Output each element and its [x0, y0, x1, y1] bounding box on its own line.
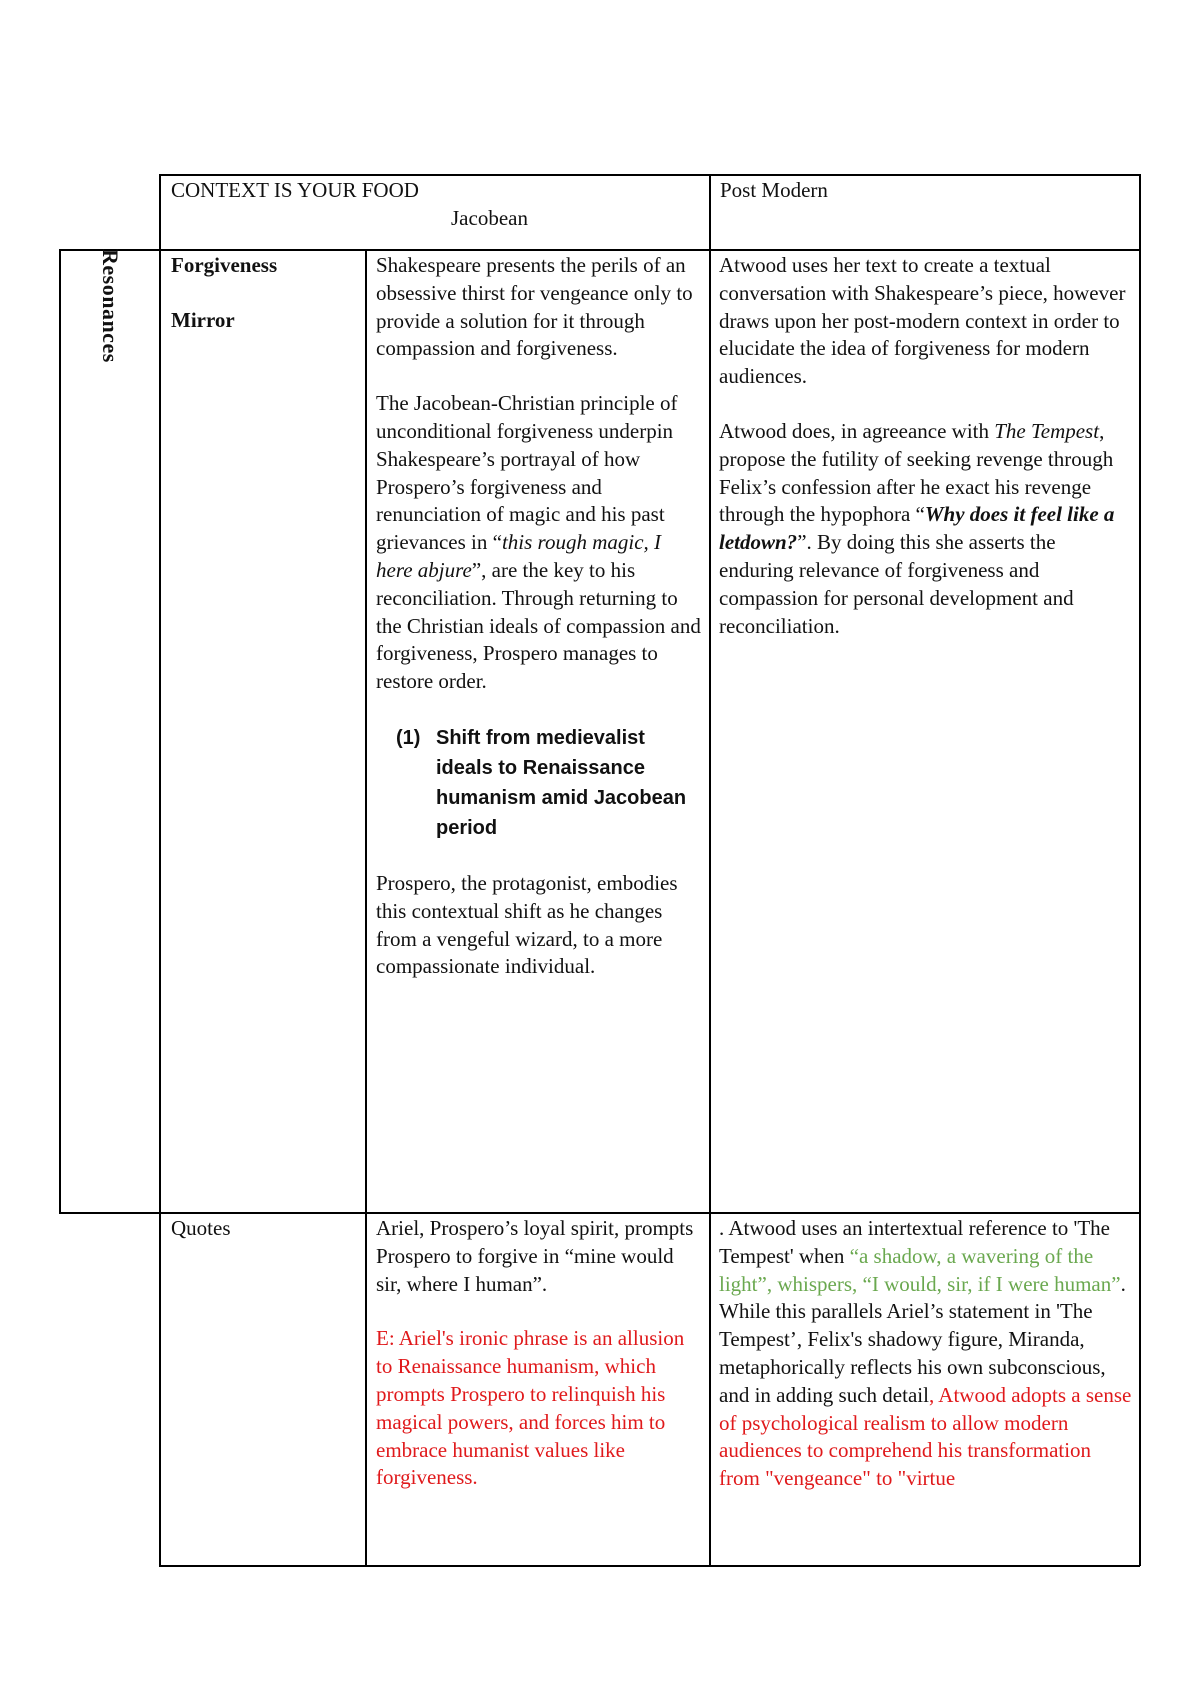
list-item-text: Shift from medievalist ideals to Renaissance humanism amid Jacobean period — [436, 726, 687, 839]
jacobean-explanation: E: Ariel's ironic phrase is an allusion to Renaissance humanism, which prompts Prospero to relinquish his magical powers, and forces him to embrace humanist values like forgiveness. — [376, 1326, 685, 1490]
header-jacobean: Jacobean — [451, 205, 528, 230]
jacobean-paragraph-2: The Jacobean-Christian principle of unconditional forgiveness underpin Shakespeare’s portrayal of how Prospero’s forgiveness and renunciation of magic and his past grievances in “this rough magic, I here abjure”, are the key to his reconciliation. Through returning to the Christian ideals of compassion and forgiveness, Prospero manages to restore order. — [376, 391, 701, 694]
jacobean-quote-abjure: this rough magic, I here abjure — [376, 530, 662, 582]
theme-mirror: Mirror — [171, 307, 235, 332]
jacobean-paragraph-1: Shakespeare presents the perils of an obsessive thirst for vengeance only to provide a solution for it through compassion and forgiveness. — [376, 253, 693, 361]
header-postmodern-cell — [720, 177, 1130, 205]
quote-shadow: “a shadow, a wavering of the light” — [719, 1243, 1094, 1296]
header-postmodern: Post Modern — [720, 178, 828, 202]
table-border-row1-bottom — [59, 1212, 1140, 1214]
quotes-label: Quotes — [171, 1216, 231, 1240]
postmodern-quote-paragraph: . Atwood uses an intertextual reference to 'The Tempest' when “a shadow, a wavering of the light”, whispers, “I would, sir, if I were human”. While this parallels Ariel’s statement in 'The Tempest’, Felix's shadowy figure, Miranda, metaphorically reflects his own subconscious, and in adding such detail, Atwood adopts a sense of psychological realism to allow modern audiences to comprehend his transformation from "vengeance" to "virtue — [719, 1216, 1132, 1491]
table-border-top — [159, 174, 1140, 176]
postmodern-explanation: , Atwood adopts a sense of psychological realism to allow modern audiences to comprehend his transformation from "vengeance" to "virtue — [719, 1382, 1132, 1491]
table-border-col2 — [365, 249, 367, 1566]
postmodern-paragraph-2: Atwood does, in agreeance with The Tempest, propose the futility of seeking revenge through Felix’s confession after he exact his revenge through the hypophora “Why does it feel like a letdown?”. By doing this she asserts the enduring relevance of forgiveness and compassion for personal development and reconciliation. — [719, 418, 1115, 638]
postmodern-quote-letdown: Why does it feel like a letdown? — [719, 502, 1115, 555]
list-number: (1) — [396, 726, 421, 749]
theme-forgiveness: Forgiveness — [171, 253, 278, 277]
table-border-col3 — [709, 174, 711, 1566]
numbered-list-item — [396, 723, 702, 843]
header-context-cell — [171, 177, 701, 233]
header-context-title: CONTEXT IS YOUR FOOD — [171, 178, 419, 202]
side-label-resonances: Resonances — [98, 249, 123, 363]
side-label-cell — [60, 249, 160, 1199]
postmodern-title-tempest: The Tempest — [994, 418, 1100, 443]
table-border-bottom — [159, 1565, 1140, 1567]
postmodern-quotes-cell — [719, 1215, 1135, 1493]
jacobean-paragraph-3: Prospero, the protagonist, embodies this contextual shift as he changes from a vengeful wizard, to a more compassionate individual. — [376, 870, 678, 979]
themes-cell — [171, 252, 356, 335]
jacobean-quotes-cell — [376, 1215, 702, 1492]
table-border-header-bottom — [59, 249, 1140, 251]
jacobean-quote-paragraph: Ariel, Prospero’s loyal spirit, prompts Prospero to forgive in “mine would sir, where I human”. — [376, 1216, 694, 1296]
quote-human: “I would, sir, if I were human” — [862, 1271, 1121, 1296]
postmodern-paragraph-1: Atwood uses her text to create a textual conversation with Shakespeare’s piece, however draws upon her post-modern context in order to elucidate the idea of forgiveness for modern audiences. — [719, 253, 1126, 389]
jacobean-analysis-cell — [376, 252, 702, 981]
postmodern-analysis-cell — [719, 252, 1133, 640]
quotes-label-cell — [171, 1215, 356, 1243]
table-border-right — [1139, 174, 1141, 1566]
